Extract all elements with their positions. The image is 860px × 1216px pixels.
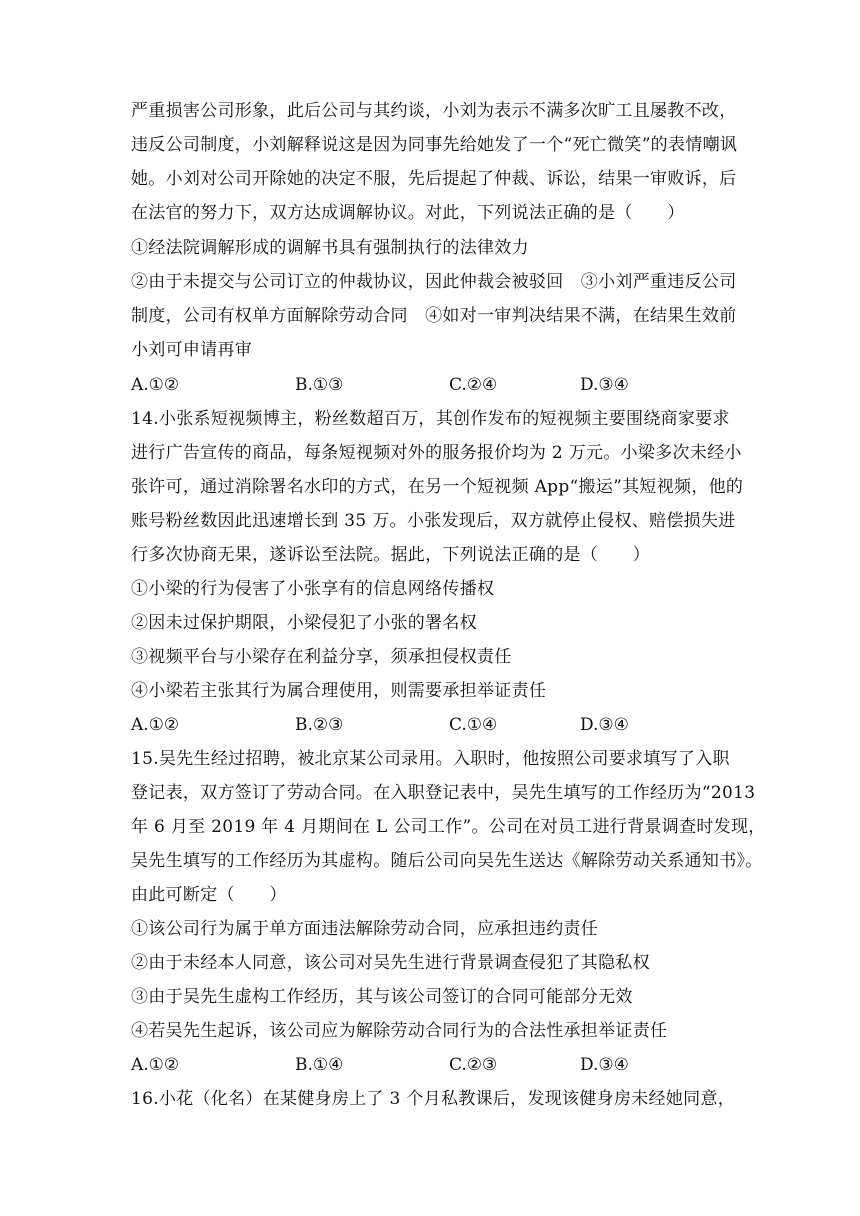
q14-stem-line-1: 14.小张系短视频博主，粉丝数超百万，其创作发布的短视频主要围绕商家要求	[131, 409, 730, 429]
q15-option-d[interactable]: D.③④	[580, 1055, 629, 1075]
q14-statement-4: ④小梁若主张其行为属合理使用，则需要承担举证责任	[131, 681, 547, 701]
q13-option-b[interactable]: B.①③	[295, 375, 344, 395]
q13-option-a[interactable]: A.①②	[131, 375, 180, 395]
q15-option-b[interactable]: B.①④	[295, 1055, 344, 1075]
q14-statement-3: ③视频平台与小梁存在利益分享，须承担侵权责任	[131, 647, 512, 667]
q13-option-d[interactable]: D.③④	[580, 375, 629, 395]
q15-stem-line-2: 登记表，双方签订了劳动合同。在入职登记表中，吴先生填写的工作经历为“2013	[131, 783, 756, 803]
q15-stem-line-3: 年 6 月至 2019 年 4 月期间在 L 公司工作”。公司在对员工进行背景调查时发现，	[131, 817, 766, 837]
q15-statement-1: ①该公司行为属于单方面违法解除劳动合同，应承担违约责任	[131, 919, 599, 939]
q13-options	[131, 368, 751, 402]
q13-stem-line-2: 违反公司制度，小刘解释说这是因为同事先给她发了一个“死亡微笑”的表情嘲讽	[131, 135, 738, 155]
q14-stem-line-3: 张许可，通过消除署名水印的方式，在另一个短视频 App“搬运”其短视频，他的	[131, 477, 744, 497]
q15-stem-line-1: 15.吴先生经过招聘，被北京某公司录用。入职时，他按照公司要求填写了入职	[131, 749, 730, 769]
q15-stem-line-4: 吴先生填写的工作经历为其虚构。随后公司向吴先生送达《解除劳动关系通知书》。	[131, 851, 763, 871]
q14-stem-line-4: 账号粉丝数因此迅速增长到 35 万。小张发现后，双方就停止侵权、赔偿损失进	[131, 511, 736, 531]
q13-statement-3: 制度，公司有权单方面解除劳动合同 ④如对一审判决结果不满，在结果生效前	[131, 306, 737, 326]
q15-stem-line-5: 由此可断定（ ）	[131, 885, 287, 905]
q15-statement-3: ③由于吴先生虚构工作经历，其与该公司签订的合同可能部分无效	[131, 987, 633, 1007]
q13-stem-line-4: 在法官的努力下，双方达成调解协议。对此，下列说法正确的是（ ）	[131, 203, 685, 223]
q15-options	[131, 1048, 751, 1082]
q13-statement-4: 小刘可申请再审	[131, 340, 253, 360]
q13-statement-1: ①经法院调解形成的调解书具有强制执行的法律效力	[131, 238, 529, 258]
q14-option-d[interactable]: D.③④	[580, 715, 629, 735]
q14-stem-line-5: 行多次协商无果，遂诉讼至法院。据此，下列说法正确的是（ ）	[131, 545, 650, 565]
q13-stem-line-1: 严重损害公司形象，此后公司与其约谈，小刘为表示不满多次旷工且屡教不改，	[131, 101, 737, 121]
q14-statement-2: ②因未过保护期限，小梁侵犯了小张的署名权	[131, 613, 477, 633]
q14-option-c[interactable]: C.①④	[449, 715, 498, 735]
q14-option-a[interactable]: A.①②	[131, 715, 180, 735]
q15-statement-2: ②由于未经本人同意，该公司对吴先生进行背景调查侵犯了其隐私权	[131, 953, 650, 973]
q15-option-c[interactable]: C.②③	[449, 1055, 498, 1075]
q14-option-b[interactable]: B.②③	[295, 715, 344, 735]
q13-stem-line-3: 她。小刘对公司开除她的决定不服，先后提起了仲裁、诉讼，结果一审败诉，后	[131, 169, 737, 189]
q15-option-a[interactable]: A.①②	[131, 1055, 180, 1075]
q13-option-c[interactable]: C.②④	[449, 375, 498, 395]
q16-stem-line-1: 16.小花（化名）在某健身房上了 3 个月私教课后，发现该健身房未经她同意，	[131, 1089, 736, 1109]
q14-stem-line-2: 进行广告宣传的商品，每条短视频对外的服务报价均为 2 万元。小梁多次未经小	[131, 443, 742, 463]
q14-statement-1: ①小梁的行为侵害了小张享有的信息网络传播权	[131, 579, 495, 599]
q15-statement-4: ④若吴先生起诉，该公司应为解除劳动合同行为的合法性承担举证责任	[131, 1021, 668, 1041]
q13-statement-2: ②由于未提交与公司订立的仲裁协议，因此仲裁会被驳回 ③小刘严重违反公司	[131, 272, 737, 292]
q14-options	[131, 708, 751, 742]
